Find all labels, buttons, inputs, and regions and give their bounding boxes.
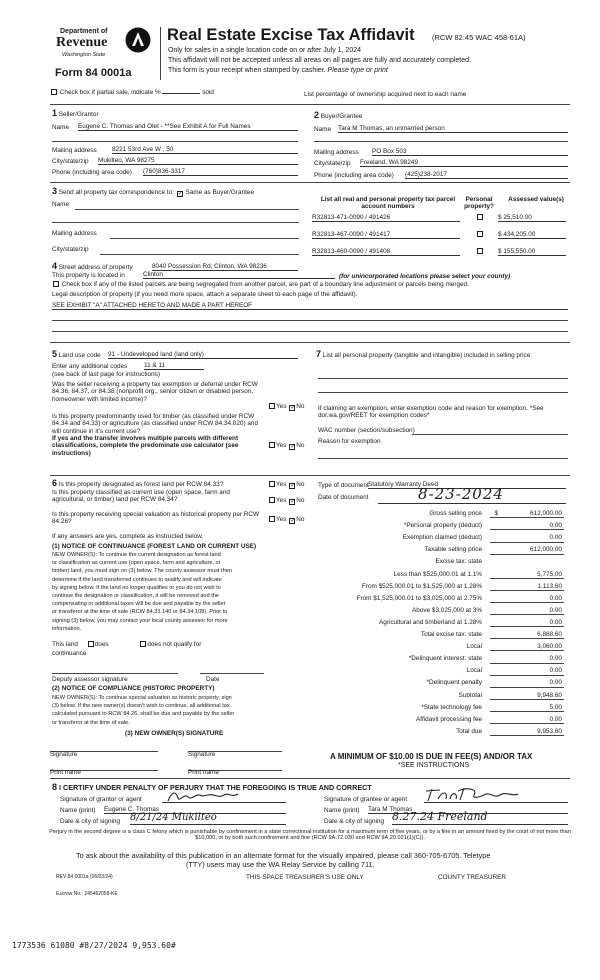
owner-print-name-label: Print name (50, 769, 81, 776)
tax-row-value[interactable]: 0.00 (490, 655, 564, 663)
grantor-date-label: Date & city of signing (60, 818, 121, 825)
tax-row-label: *Delinquent interest: state (408, 655, 482, 663)
seller-city-label: City/state/zip (52, 158, 89, 165)
buyer-city-field[interactable]: Freeland, WA 98249 (360, 159, 568, 167)
dept-line2: Revenue (56, 35, 108, 50)
deputy-assessor-label: Deputy assessor signature (52, 676, 128, 683)
personal-property-label: 7 List all personal property (tangible and intangible) included in selling price (316, 349, 531, 359)
parcel-number[interactable]: R32813-460-0090 / 491408 (312, 248, 460, 256)
treasurer-stamp: 1773536 61080 #8/27/2024 9,953.60# (12, 941, 176, 950)
document-type-field[interactable]: Statutory Warranty Deed (368, 481, 566, 489)
tax-row-label: Above $3,025,000 at 3% (412, 606, 482, 614)
grantor-name-label: Name (print) (60, 807, 96, 814)
continuance-label: continuance (52, 650, 87, 657)
exemption-claim-label: If claiming an exemption, enter exemption code and reason for exemption. *See dor.wa.gov/REET for exemption codes* (318, 405, 544, 420)
seller-address-field[interactable]: 8221 53rd Ave W , 50 (112, 146, 298, 154)
buyer-heading: 2 Buyer/Grantee (314, 110, 363, 120)
tax-row (300, 666, 564, 677)
parcel-number[interactable]: R32813-467-0090 / 491417 (312, 231, 460, 239)
buyer-phone-label: Phone (including area code) (314, 172, 394, 179)
tax-row (300, 691, 564, 702)
exemption-question: Was the seller receiving a property tax exemption or deferral under RCW 84.36, 84.37, or 84.38 (nonprofit org., senior citizen or disabled person, homeowner with limited income)? (52, 381, 258, 403)
buyer-name-field[interactable]: Tara M Thomas, an unmarried person (338, 125, 568, 133)
tax-row (300, 509, 564, 520)
dept-line1: Department of (60, 28, 108, 35)
land-use-field[interactable]: 91 - Undeveloped land (land only) (108, 351, 298, 359)
tax-row-value[interactable]: 5,775.00 (490, 571, 564, 579)
tax-row (300, 642, 564, 653)
additional-codes-label: Enter any additional codes (52, 363, 128, 370)
assessed-value[interactable]: $ 434,205.00 (498, 231, 566, 239)
parcel-row (312, 214, 568, 227)
tax-row-label: Total due (456, 727, 482, 735)
form-number: Form 84 0001a (55, 67, 132, 79)
exemption-yes-no: Yes ✓No (268, 403, 304, 411)
current-use-yes-no: Yes ✓No (268, 497, 304, 505)
tax-row-value[interactable]: 612,000.00 (490, 546, 564, 554)
grantee-signature[interactable] (424, 785, 568, 803)
historic-no-checkbox[interactable]: ✓ (290, 518, 296, 524)
grantee-name-label: Name (print) (324, 807, 360, 814)
seller-phone-field[interactable]: (760)836-3317 (143, 168, 298, 176)
buyer-phone-field[interactable]: (425)238-2017 (405, 171, 568, 179)
owner-signature-label-2: Signature (188, 751, 216, 758)
tax-row-label: Total excise tax: state (420, 631, 482, 638)
tax-row-label: From $525,000.01 to $1,525,000 at 1.28% (361, 582, 482, 590)
grantor-signature[interactable] (162, 789, 286, 803)
partial-sale-checkbox[interactable] (51, 89, 57, 95)
tax-row-value[interactable]: 0.00 (490, 679, 564, 687)
rcw-reference: (RCW 82.45 WAC 458-61A) (432, 33, 526, 42)
tax-row-label: Agricultural and timberland at 1.28% (378, 618, 482, 626)
parcels-col-header: List all real and personal property tax parcel account numbers (320, 196, 456, 211)
tax-row-value[interactable]: 5.00 (490, 704, 564, 712)
tax-row-label: Affidavit processing fee (416, 715, 482, 723)
current-use-question: Is this property classified as current use (open space, farm and agricultural, or timber) land per RCW 84.34? (52, 489, 230, 504)
current-use-yes-checkbox[interactable] (269, 497, 275, 503)
grantee-date-label: Date & city of signing (324, 818, 385, 825)
grantee-signature-label: Signature of grantee or agent (324, 796, 408, 803)
tax-row (300, 582, 564, 593)
dept-line3: Washington State (62, 52, 106, 58)
new-owner-signature-title: (3) NEW OWNER(S) SIGNATURE (125, 730, 224, 737)
timber-yes-no: Yes ✓No (268, 442, 304, 450)
tax-row-value[interactable]: 0.00 (490, 607, 564, 615)
corr-name-label: Name (52, 201, 70, 208)
this-land-row: This land does does not qualify for (52, 641, 202, 648)
tax-row-label: *Delinquent penalty (426, 679, 482, 687)
escrow-number: Escrow No.: 245462058-KE (56, 891, 118, 897)
tax-row-label: Gross selling price (429, 510, 482, 517)
personal-property-checkbox[interactable] (477, 214, 483, 220)
partial-sale-row: Check box if partial sale, indicate % sold (50, 89, 214, 96)
see-back-note: (see back of last page for instructions) (52, 371, 160, 378)
certify-statement: 8 I CERTIFY UNDER PENALTY OF PERJURY THAT THE FOREGOING IS TRUE AND CORRECT (52, 782, 372, 792)
if-any-yes-note: If any answers are yes, complete as instructed below. (52, 533, 204, 540)
minimum-due-note: A MINIMUM OF $10.00 IS DUE IN FEE(S) AND/OR TAX (330, 752, 533, 761)
tax-row-value[interactable]: 9,953.60 (490, 728, 564, 736)
perjury-notice: Perjury in the second degree is a class C felony which is punishable by confinement in a state correctional institution for a maximum term of five years, or by a fine in an amount fixed by the court of not more than $10,000, or by both such confinement and fine (RCW 9A.72.030 and RCW 9A.20.021(1)(C)). (49, 829, 571, 842)
seller-heading: 1 Seller/Grantor (52, 108, 99, 118)
correspondence-row: 3 Send all property tax correspondence to: ✓ Same as Buyer/Grantee (52, 186, 255, 197)
document-type-label: Type of document (318, 482, 369, 489)
tax-row-label: Subtotal (458, 691, 482, 699)
located-in-field[interactable]: Clinton (143, 271, 335, 279)
compliance-body: NEW OWNER(S): To continue special valuation as historic property, sign (3) below. If the new owner(s) doesn't wish to continue, all additional tax calculated pursuant to RCW 84.26, shall be due and payable by the seller or transferor at the time of sale. (52, 695, 235, 726)
tax-row-label: Exemption claimed (deduct) (402, 534, 482, 542)
legal-description-label: Legal description of property (if you need more space, attach a separate sheet to each page of the affidavit). (52, 291, 358, 298)
seller-city-field[interactable]: Mukilteo, WA 98275 (98, 157, 298, 165)
buyer-name-label: Name (314, 126, 332, 133)
accessibility-line1: To ask about the availability of this publication in an alternate format for the visually impaired, please call 360-705-6705. Teletype (76, 851, 491, 860)
assessed-value-col-header: Assessed value(s) (508, 196, 564, 203)
forest-yes-checkbox[interactable] (269, 481, 275, 487)
county-treasurer-label: COUNTY TREASURER (438, 874, 506, 881)
tax-row-label: *Personal property (deduct) (403, 522, 482, 530)
tax-row-label: Local (466, 643, 482, 651)
corr-city-label: City/state/zip (52, 246, 89, 253)
wac-number-label: WAC number (section/subsection) (318, 427, 415, 434)
unincorporated-note: (for unincorporated locations please select your county) (339, 273, 511, 280)
tax-row-value[interactable]: 0.00 (490, 534, 564, 542)
tax-row (300, 521, 564, 532)
continuance-title: (1) NOTICE OF CONTINUANCE (FOREST LAND OR CURRENT USE) (52, 543, 257, 550)
deputy-date-label: Date (206, 676, 220, 683)
tax-row-label: Excise tax: state (435, 558, 482, 566)
tax-row (300, 606, 564, 617)
timber-question: Is this property predominantly used for timber (as classified under RCW 84.34 and 84.33) or agriculture (as classified under RCW 84.34.020) and will continue in it's current use? (52, 413, 259, 435)
tax-row-value[interactable]: 0.00 (490, 716, 564, 724)
tax-row-label: Taxable selling price (424, 546, 482, 554)
grantee-name-field[interactable]: Tara M Thomas (368, 806, 568, 814)
same-as-buyer-checkbox[interactable]: ✓ (177, 191, 183, 197)
timber-no-checkbox[interactable]: ✓ (290, 444, 296, 450)
forest-yes-no: Yes ✓No (268, 481, 304, 489)
tax-row-value[interactable]: 0.00 (490, 619, 564, 627)
exemption-reason-label: Reason for exemption (318, 438, 381, 445)
document-date-label: Date of document (318, 494, 369, 501)
dor-logo (54, 28, 154, 70)
segregated-checkbox[interactable] (53, 281, 59, 287)
tax-row (300, 678, 564, 689)
legal-description-field[interactable]: SEE EXHIBIT "A" ATTACHED HERETO AND MADE A PART HEREOF (52, 302, 568, 310)
personal-property-checkbox[interactable] (477, 248, 483, 254)
assessed-value[interactable]: $ 25,510.00 (498, 214, 566, 222)
header-line1: Only for sales in a single location code on or after July 1, 2024 (168, 47, 361, 54)
grantor-signature-label: Signature of grantor or agent (60, 796, 142, 803)
tax-row-value[interactable]: 9,948.60 (490, 692, 564, 700)
owner-signature-label: Signature (50, 751, 78, 758)
tax-row (300, 594, 564, 605)
seller-name-label: Name (52, 124, 70, 131)
timber-multiple-note: If yes and the transfer involves multiple parcels with different classifications, complete the predominate use calculator (see instructions) (52, 435, 239, 457)
additional-codes-field[interactable]: 11 & 11 (144, 362, 204, 370)
tax-row-value[interactable]: 0.00 (490, 522, 564, 530)
tax-row-label: Local (466, 667, 482, 675)
tax-row (300, 618, 564, 629)
treasurer-use-only: THIS SPACE TREASURER'S USE ONLY (246, 874, 364, 881)
tax-row-value[interactable]: 612,000.00 (490, 510, 564, 518)
currency-prefix: $ (494, 510, 498, 517)
grantor-date-field[interactable]: 8/21/24 Mukilteo (130, 812, 286, 825)
tax-row (300, 545, 564, 556)
buyer-address-label: Mailing address (314, 149, 359, 156)
seller-phone-label: Phone (including area code) (52, 169, 132, 176)
tax-row-label: *State technology fee (421, 703, 482, 711)
grantee-date-field[interactable]: 8.27.24 Freeland (392, 811, 568, 825)
located-in-label: This property is located in (52, 272, 125, 279)
does-qualify-checkbox[interactable] (88, 641, 94, 647)
header-line3: This form is your receipt when stamped by cashier. Please type or print (168, 67, 388, 74)
tax-row (300, 703, 564, 714)
tax-row-value[interactable]: 0.00 (490, 595, 564, 603)
continuance-body: NEW OWNER(S): To continue the current designation as forest land or classification as current use (open space, farm and agriculture, or timber) land, you must sign on (3) below. The county assessor must then determine if the land transferred continues to qualify and will indicate by signing below. If the land no longer qualifies or you do not wish to continue the designation or classification, it will be removed and the compensating or additional taxes will be due and payable by the seller or transferor at the time of sale (RCW 84.33.140 or 84.34.108). Prior to signing (3) below, you may contact your local county assessor for more information. (52, 552, 232, 632)
historic-yes-no: Yes ✓No (268, 516, 304, 524)
corr-address-label: Mailing address (52, 230, 97, 237)
assessed-value[interactable]: $ 155,550.00 (498, 248, 566, 256)
tax-row (300, 570, 564, 581)
tax-row (300, 715, 564, 726)
segregated-row: Check box if any of the listed parcels are being segregated from another parcel, are part of a boundary line adjustment or parcels being merged. (52, 281, 469, 288)
revision-code: REV 84 0001a (06/03/24) (56, 874, 113, 880)
street-address-field[interactable]: 8040 Possession Rd, Clinton, WA 98236 (152, 263, 298, 271)
tax-row-value[interactable]: 0.00 (490, 667, 564, 675)
tax-row-value[interactable]: 1,113.60 (490, 583, 564, 591)
tax-row-value[interactable]: 3,060.00 (490, 643, 564, 651)
tax-row (300, 557, 564, 568)
tax-row-value[interactable]: 6,888.60 (490, 631, 564, 639)
ownership-note: List percentage of ownership acquired next to each name (304, 91, 467, 98)
buyer-city-label: City/state/zip (314, 160, 351, 167)
does-not-qualify-checkbox[interactable] (140, 641, 146, 647)
tax-row (300, 533, 564, 544)
current-use-no-checkbox[interactable]: ✓ (290, 499, 296, 505)
tax-row (300, 654, 564, 665)
seller-name-field[interactable]: Eugene C. Thomas and Olet - **See Exhibit A for Full Names (78, 123, 298, 131)
grantor-name-field[interactable]: Eugene C. Thomas (104, 806, 286, 814)
personal-property-col-header: Personal property? (464, 196, 494, 211)
tax-row-label: From $1,525,000.01 to $3,025,000 at 2.75% (356, 594, 482, 602)
tax-row (300, 630, 564, 641)
grantee-signature-scribble (424, 785, 568, 803)
header-line2: This affidavit will not be accepted unless all areas on all pages are fully and accurately completed. (168, 57, 471, 64)
personal-property-checkbox[interactable] (477, 231, 483, 237)
exemption-no-checkbox[interactable]: ✓ (290, 405, 296, 411)
tax-row (300, 727, 564, 738)
document-date-field[interactable]: 8-23-2024 (378, 486, 566, 504)
see-instructions-note: *SEE INSTRUCTIONS (398, 762, 470, 769)
accessibility-line2: (TTY) users may use the WA Relay Service by calling 711. (186, 860, 375, 869)
parcel-row (312, 231, 568, 244)
compliance-title: (2) NOTICE OF COMPLIANCE (HISTORIC PROPERTY) (52, 685, 215, 692)
page-title: Real Estate Excise Tax Affidavit (167, 26, 415, 44)
seller-address-label: Mailing address (52, 147, 97, 154)
parcel-row (312, 248, 568, 261)
grantor-signature-scribble (162, 789, 286, 803)
dor-emblem-icon (124, 26, 152, 54)
exemption-yes-checkbox[interactable] (269, 403, 275, 409)
parcel-number[interactable]: R32813-471-0090 / 491426 (312, 214, 460, 222)
buyer-address-field[interactable]: PO Box 503 (372, 148, 568, 156)
timber-yes-checkbox[interactable] (269, 442, 275, 448)
historic-yes-checkbox[interactable] (269, 516, 275, 522)
tax-row-label: Less than $525,000.01 at 1.1% (393, 570, 482, 578)
owner-print-name-label-2: Print name (188, 769, 219, 776)
forest-land-question: 6 Is this property designated as forest land per RCW 84.33? (52, 478, 224, 488)
forest-no-checkbox[interactable]: ✓ (290, 483, 296, 489)
historic-question: Is this property receiving special valuation as historical property per RCW 84.26? (52, 511, 260, 526)
land-use-row: 5 Land use code (52, 349, 101, 359)
street-address-row: 4 Street address of property (52, 261, 133, 271)
